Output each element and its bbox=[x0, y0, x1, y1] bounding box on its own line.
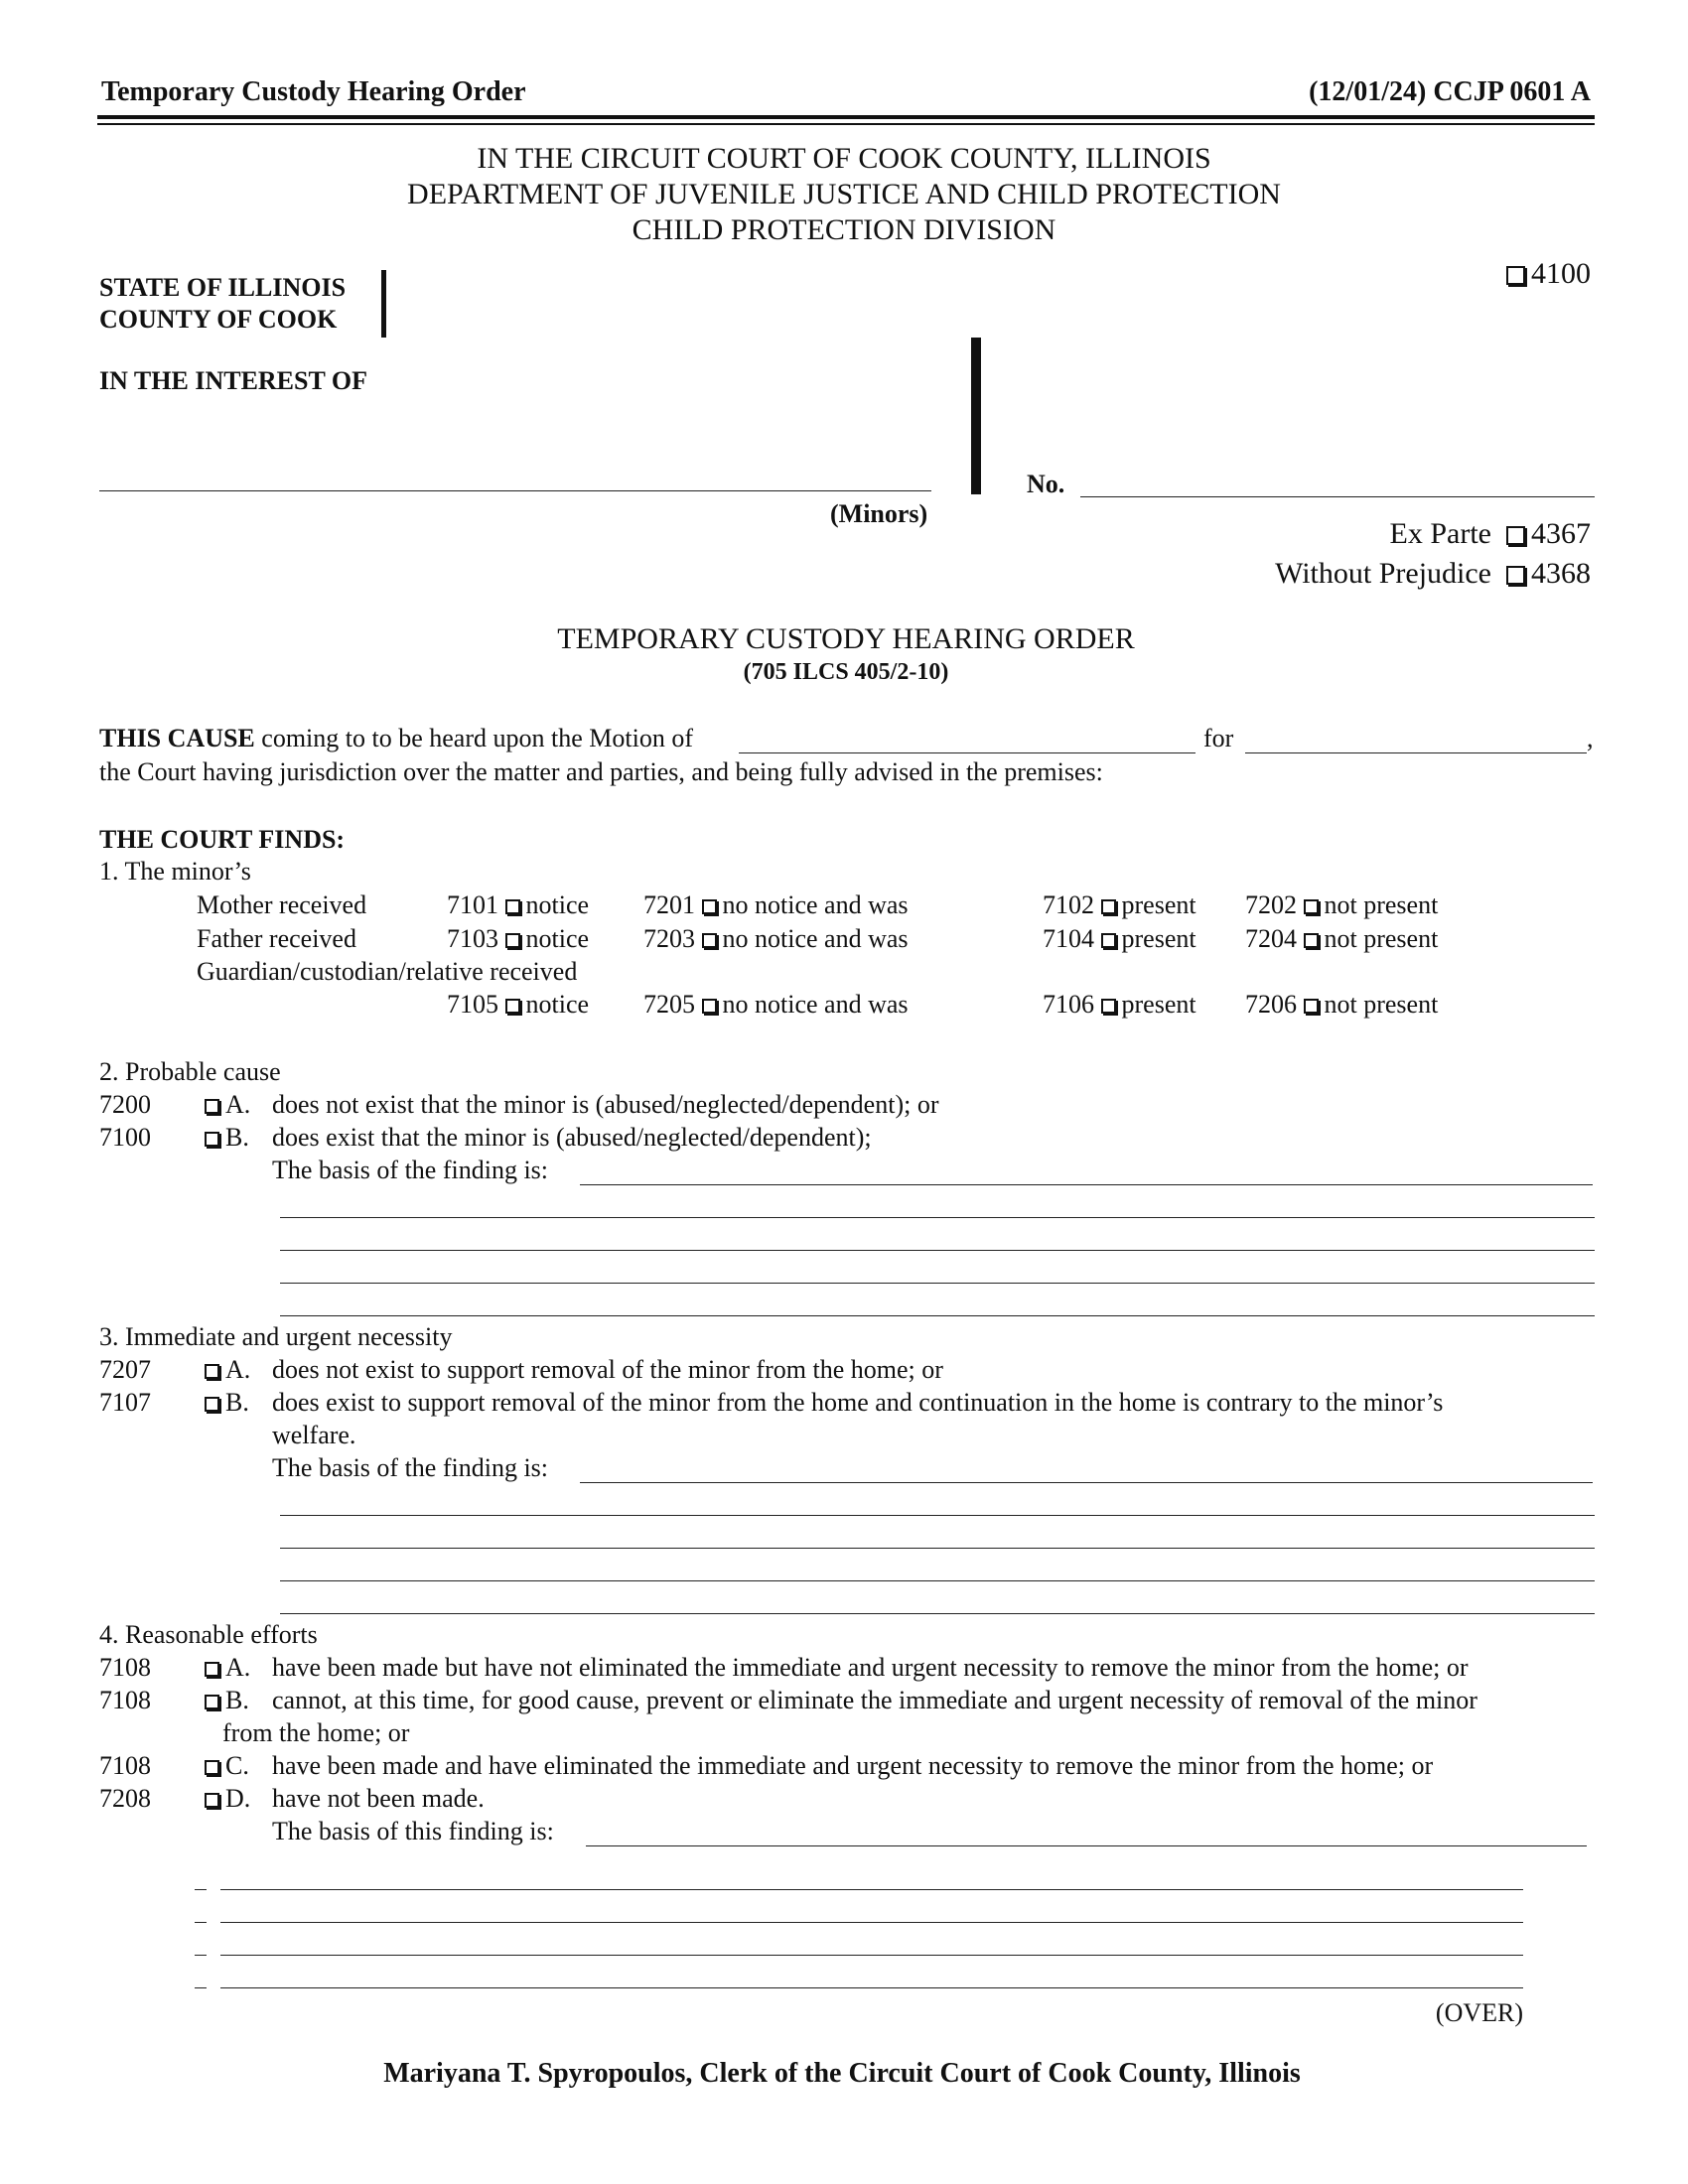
s4-c-checkbox[interactable]: C. bbox=[205, 1750, 249, 1782]
s2-b-checkbox[interactable]: B. bbox=[205, 1122, 249, 1154]
checkbox-icon bbox=[505, 999, 520, 1014]
header-rule-thin bbox=[97, 123, 1595, 125]
dash-mark bbox=[195, 1889, 207, 1890]
checkbox-icon bbox=[505, 933, 520, 948]
clerk-footer: Mariyana T. Spyropoulos, Clerk of the Circuit Court of Cook County, Illinois bbox=[383, 2058, 1301, 2089]
s4-heading: 4. Reasonable efforts bbox=[99, 1620, 318, 1649]
s3-a-checkbox[interactable]: A. bbox=[205, 1354, 250, 1386]
dash-mark bbox=[195, 1922, 207, 1923]
minors-name-field[interactable] bbox=[99, 490, 931, 491]
s4-basis-line[interactable] bbox=[220, 1987, 1523, 1988]
checkbox-icon bbox=[205, 1397, 219, 1412]
case-number-field[interactable] bbox=[1080, 496, 1595, 497]
father-received-label: Father received bbox=[197, 924, 356, 953]
mother-received-label: Mother received bbox=[197, 890, 367, 919]
mother-not-present-checkbox[interactable]: 7202 not present bbox=[1245, 890, 1439, 919]
s4-a-text: have been made but have not eliminated the immediate and urgent necessity to remove the minor from the home; or bbox=[272, 1653, 1469, 1682]
s3-b-code: 7107 bbox=[99, 1388, 151, 1417]
father-no-notice-checkbox[interactable]: 7203 no notice and was bbox=[643, 924, 909, 953]
father-notice-checkbox[interactable]: 7103 notice bbox=[447, 924, 590, 953]
comma: , bbox=[1587, 724, 1594, 752]
order-statute: (705 ILCS 405/2-10) bbox=[743, 659, 949, 685]
s3-b-text-2: welfare. bbox=[272, 1421, 356, 1449]
checkbox-icon bbox=[1506, 566, 1525, 585]
order-title: TEMPORARY CUSTODY HEARING ORDER bbox=[557, 622, 1135, 655]
checkbox-icon bbox=[205, 1364, 219, 1379]
s3-a-text: does not exist to support removal of the minor from the home; or bbox=[272, 1355, 943, 1384]
guardian-no-notice-checkbox[interactable]: 7205 no notice and was bbox=[643, 990, 909, 1019]
checkbox-icon bbox=[1304, 999, 1319, 1014]
court-division: CHILD PROTECTION DIVISION bbox=[632, 213, 1056, 246]
s4-basis-line[interactable] bbox=[220, 1955, 1523, 1956]
s2-basis-line[interactable] bbox=[280, 1315, 1595, 1316]
s3-basis-line[interactable] bbox=[280, 1580, 1595, 1581]
s4-d-text: have not been made. bbox=[272, 1784, 485, 1813]
s3-basis-label: The basis of the finding is: bbox=[272, 1453, 549, 1482]
for-label: for bbox=[1203, 724, 1234, 752]
s4-c-text: have been made and have eliminated the immediate and urgent necessity to remove the minor from the home; or bbox=[272, 1751, 1434, 1780]
case-no-label: No. bbox=[1027, 470, 1065, 498]
s1-heading: 1. The minor’s bbox=[99, 857, 251, 886]
guardian-received-label: Guardian/custodian/relative received bbox=[197, 957, 578, 986]
dash-mark bbox=[195, 1987, 207, 1988]
s3-basis-line[interactable] bbox=[280, 1515, 1595, 1516]
s4-b-checkbox[interactable]: B. bbox=[205, 1685, 249, 1716]
s4-d-checkbox[interactable]: D. bbox=[205, 1783, 250, 1815]
motion-of-field[interactable] bbox=[739, 752, 1196, 753]
s2-basis-line[interactable] bbox=[280, 1283, 1595, 1284]
checkbox-icon bbox=[205, 1099, 219, 1114]
s2-b-text: does exist that the minor is (abused/neglected/dependent); bbox=[272, 1123, 872, 1152]
father-present-checkbox[interactable]: 7104 present bbox=[1043, 924, 1196, 953]
s4-c-code: 7108 bbox=[99, 1751, 151, 1780]
s2-basis-label: The basis of the finding is: bbox=[272, 1156, 549, 1184]
checkbox-icon bbox=[205, 1662, 219, 1677]
mother-present-checkbox[interactable]: 7102 present bbox=[1043, 890, 1196, 919]
checkbox-icon bbox=[205, 1760, 219, 1775]
minors-label: (Minors) bbox=[830, 499, 928, 528]
state-label: STATE OF ILLINOIS bbox=[99, 273, 347, 302]
checkbox-icon bbox=[1101, 899, 1116, 914]
s4-d-code: 7208 bbox=[99, 1784, 151, 1813]
motion-for-field[interactable] bbox=[1245, 752, 1587, 753]
header-rule-thick bbox=[97, 115, 1595, 119]
s4-basis-label: The basis of this finding is: bbox=[272, 1817, 554, 1845]
checkbox-icon bbox=[1101, 933, 1116, 948]
court-department: DEPARTMENT OF JUVENILE JUSTICE AND CHILD PROTECTION bbox=[407, 178, 1281, 210]
form-header-title: Temporary Custody Hearing Order bbox=[101, 76, 526, 107]
checkbox-icon bbox=[205, 1695, 219, 1709]
checkbox-icon bbox=[702, 933, 717, 948]
checkbox-icon bbox=[702, 999, 717, 1014]
caption-divider-large bbox=[971, 338, 981, 494]
in-interest-of-label: IN THE INTEREST OF bbox=[99, 366, 367, 395]
s4-b-text-1: cannot, at this time, for good cause, prevent or eliminate the immediate and urgent necessity of removal of the minor bbox=[272, 1686, 1477, 1714]
checkbox-icon bbox=[1506, 526, 1525, 545]
s4-basis-line[interactable] bbox=[220, 1922, 1523, 1923]
dash-mark bbox=[195, 1955, 207, 1956]
caption-divider-small bbox=[381, 270, 386, 338]
s3-b-checkbox[interactable]: B. bbox=[205, 1387, 249, 1419]
s4-a-checkbox[interactable]: A. bbox=[205, 1652, 250, 1684]
s4-b-text-2: from the home; or bbox=[222, 1718, 410, 1747]
guardian-not-present-checkbox[interactable]: 7206 not present bbox=[1245, 990, 1439, 1019]
s3-basis-line[interactable] bbox=[280, 1548, 1595, 1549]
s3-basis-line[interactable] bbox=[280, 1613, 1595, 1614]
checkbox-icon bbox=[702, 899, 717, 914]
s4-a-code: 7108 bbox=[99, 1653, 151, 1682]
checkbox-icon bbox=[1101, 999, 1116, 1014]
s3-basis-field[interactable] bbox=[580, 1482, 1593, 1483]
checkbox-icon bbox=[1304, 933, 1319, 948]
s2-a-checkbox[interactable]: A. bbox=[205, 1089, 250, 1121]
s4-basis-field[interactable] bbox=[586, 1845, 1587, 1846]
findings-heading: THE COURT FINDS: bbox=[99, 825, 346, 854]
without-prejudice-checkbox[interactable]: Without Prejudice 4368 bbox=[1275, 557, 1591, 590]
s2-b-code: 7100 bbox=[99, 1123, 151, 1152]
s2-basis-field[interactable] bbox=[580, 1184, 1593, 1185]
ex-parte-checkbox[interactable]: Ex Parte 4367 bbox=[1389, 517, 1591, 550]
s3-a-code: 7207 bbox=[99, 1355, 151, 1384]
checkbox-icon bbox=[505, 899, 520, 914]
mother-no-notice-checkbox[interactable]: 7201 no notice and was bbox=[643, 890, 909, 919]
s4-basis-line[interactable] bbox=[220, 1889, 1523, 1890]
s2-basis-line[interactable] bbox=[280, 1217, 1595, 1218]
mother-notice-checkbox[interactable]: 7101 notice bbox=[447, 890, 590, 919]
s2-basis-line[interactable] bbox=[280, 1250, 1595, 1251]
s3-heading: 3. Immediate and urgent necessity bbox=[99, 1322, 453, 1351]
intro-line-2: the Court having jurisdiction over the matter and parties, and being fully advised in the premises: bbox=[99, 757, 1103, 786]
checkbox-icon bbox=[205, 1793, 219, 1808]
county-label: COUNTY OF COOK bbox=[99, 305, 338, 334]
checkbox-icon bbox=[1506, 266, 1525, 285]
code-4100-checkbox[interactable]: 4100 bbox=[1506, 256, 1591, 292]
s4-b-code: 7108 bbox=[99, 1686, 151, 1714]
s2-a-code: 7200 bbox=[99, 1090, 151, 1119]
s2-a-text: does not exist that the minor is (abused/neglected/dependent); or bbox=[272, 1090, 939, 1119]
court-name: IN THE CIRCUIT COURT OF COOK COUNTY, ILLINOIS bbox=[477, 142, 1211, 175]
father-not-present-checkbox[interactable]: 7204 not present bbox=[1245, 924, 1439, 953]
over-label: (OVER) bbox=[1435, 1998, 1523, 2027]
checkbox-icon bbox=[205, 1132, 219, 1147]
guardian-notice-checkbox[interactable]: 7105 notice bbox=[447, 990, 590, 1019]
s2-heading: 2. Probable cause bbox=[99, 1057, 281, 1086]
form-number: (12/01/24) CCJP 0601 A bbox=[1309, 76, 1591, 107]
s3-b-text-1: does exist to support removal of the minor from the home and continuation in the home is contrary to the minor’s bbox=[272, 1388, 1444, 1417]
checkbox-icon bbox=[1304, 899, 1319, 914]
guardian-present-checkbox[interactable]: 7106 present bbox=[1043, 990, 1196, 1019]
intro-line-1: THIS CAUSE coming to to be heard upon the Motion of bbox=[99, 724, 693, 752]
